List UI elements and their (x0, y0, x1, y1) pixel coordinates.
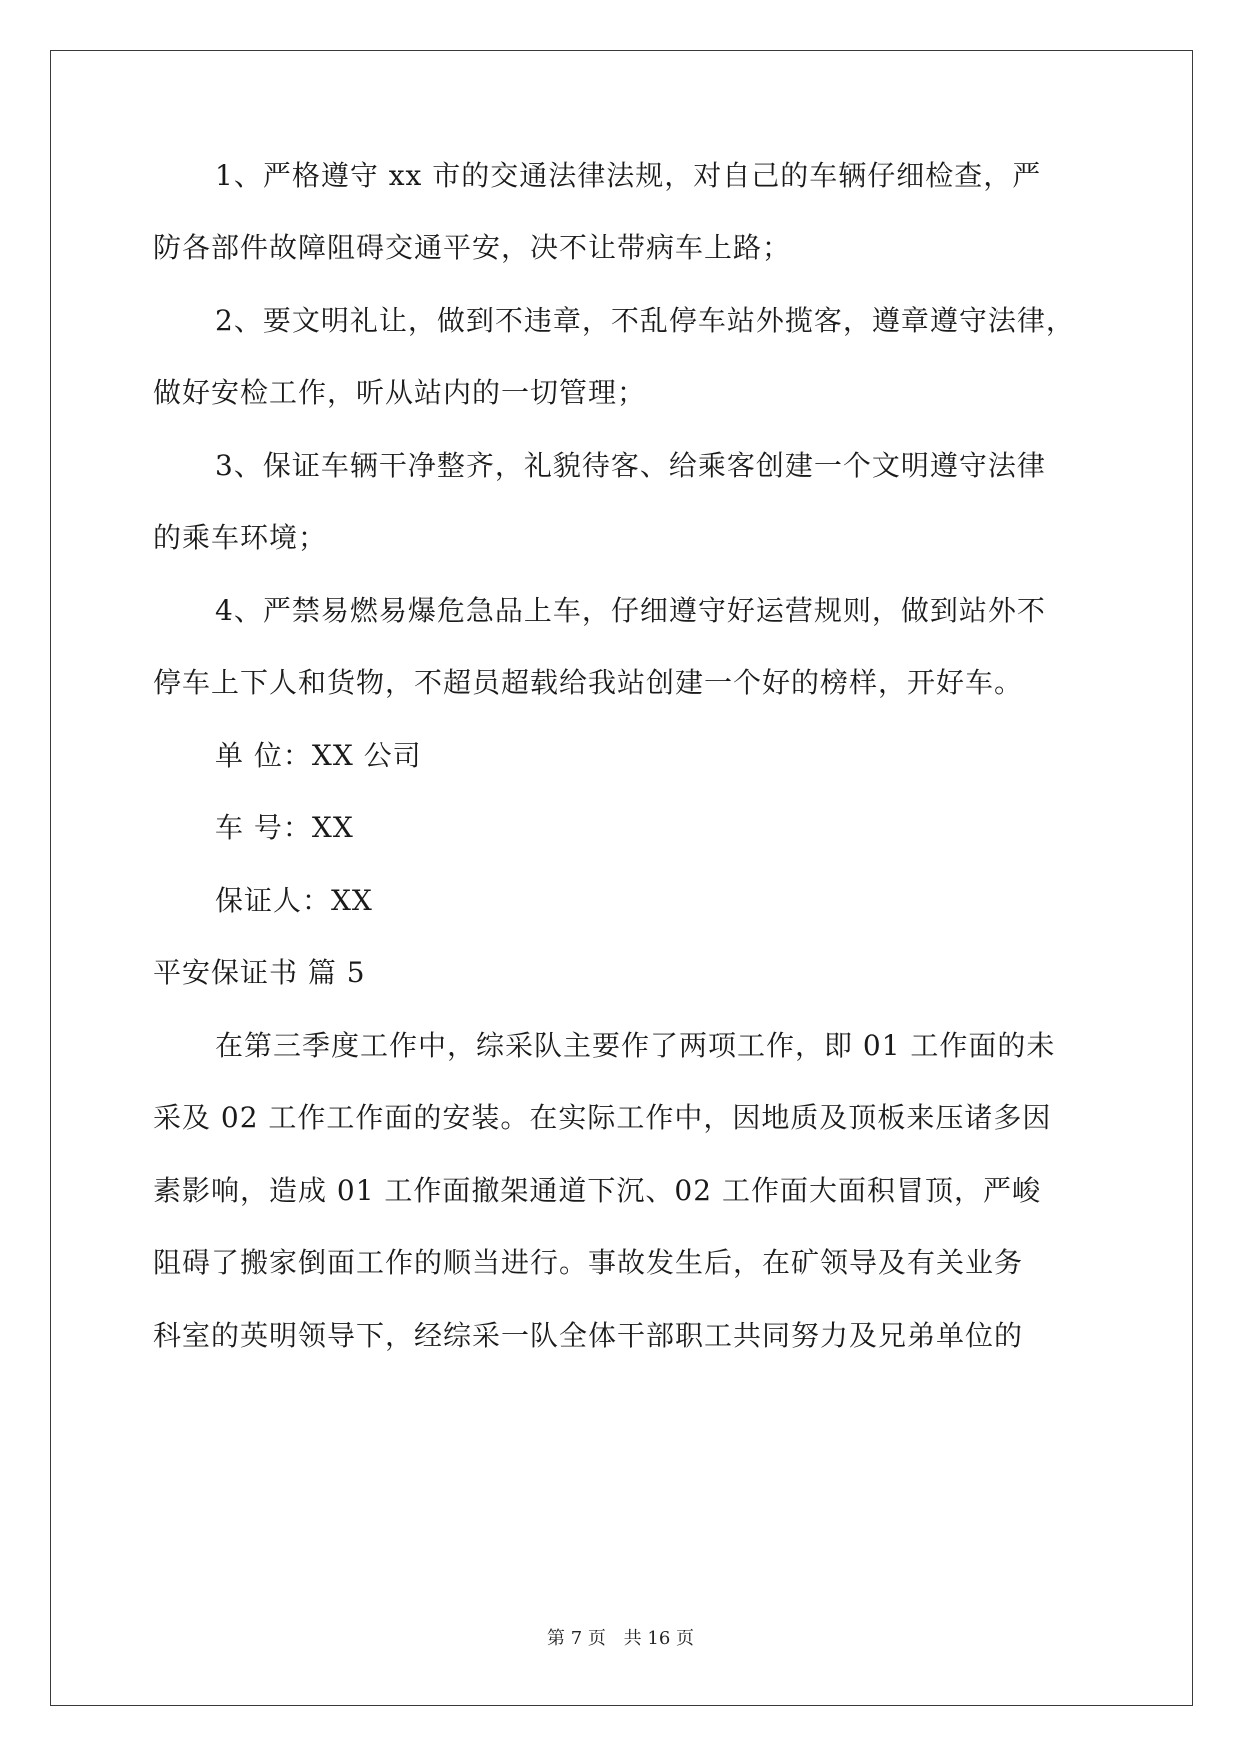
paragraph-line: 阻碍了搬家倒面工作的顺当进行。事故发生后，在矿领导及有关业务 (153, 1246, 1024, 1279)
paragraph-line: 采及 02 工作工作面的安装。在实际工作中，因地质及顶板来压诸多因 (153, 1101, 1052, 1134)
paragraph-line: 科室的英明领导下，经综采一队全体干部职工共同努力及兄弟单位的 (153, 1319, 1024, 1352)
signature-unit: 单 位：XX 公司 (215, 739, 422, 772)
section-title: 平安保证书 篇 5 (153, 956, 366, 989)
paragraph-line: 做好安检工作，听从站内的一切管理； (153, 376, 647, 409)
page-footer (0, 1627, 1241, 1651)
signature-guarantor: 保证人：XX (215, 884, 373, 917)
paragraph-line: 在第三季度工作中，综采队主要作了两项工作，即 01 工作面的未 (215, 1029, 1056, 1062)
paragraph-line: 停车上下人和货物，不超员超载给我站创建一个好的榜样，开好车。 (153, 666, 1024, 699)
paragraph-line: 防各部件故障阻碍交通平安，决不让带病车上路； (153, 231, 792, 264)
paragraph-line: 1、严格遵守 xx 市的交通法律法规，对自己的车辆仔细检查，严 (215, 159, 1042, 192)
paragraph-line: 素影响，造成 01 工作面撤架通道下沉、02 工作面大面积冒顶，严峻 (153, 1174, 1041, 1207)
paragraph-line: 的乘车环境； (153, 521, 328, 554)
paragraph-line: 2、要文明礼让，做到不违章，不乱停车站外揽客，遵章遵守法律， (215, 304, 1075, 337)
page-number-total: 共 16 页 (623, 1628, 694, 1649)
paragraph-line: 4、严禁易燃易爆危急品上车，仔细遵守好运营规则，做到站外不 (215, 594, 1046, 627)
page-border (50, 50, 1193, 1706)
signature-vehicle-number: 车 号：XX (215, 811, 354, 844)
paragraph-line: 3、保证车辆干净整齐，礼貌待客、给乘客创建一个文明遵守法律 (215, 449, 1046, 482)
page-number-current: 第 7 页 (547, 1628, 606, 1649)
